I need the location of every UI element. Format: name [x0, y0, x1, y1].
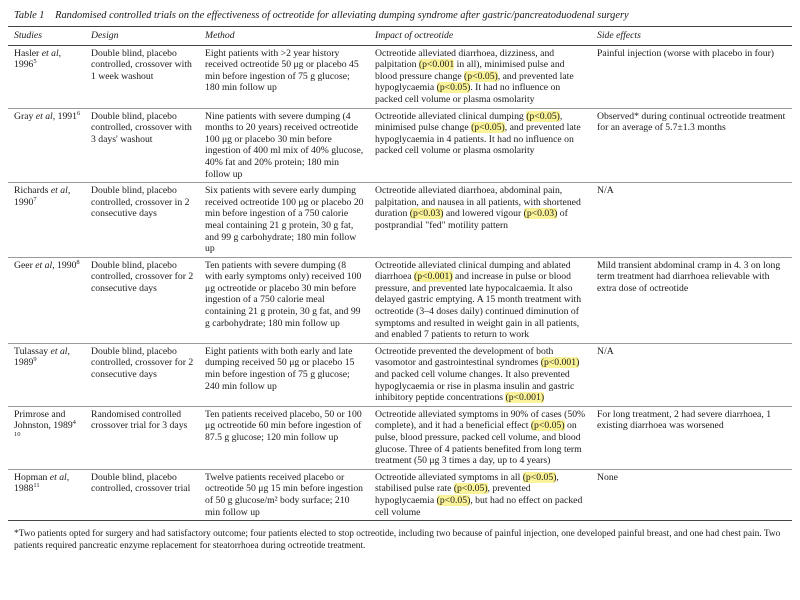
- cell-impact: [369, 45, 591, 108]
- cell-method: Twelve patients received placebo or octreotide 50 μg 15 min before ingestion of 50 g glucose/m² body surface; 210 min follow up: [199, 469, 369, 520]
- p-value-highlight: (p<0.001: [418, 59, 455, 71]
- header-side-effects: Side effects: [591, 27, 792, 45]
- cell-impact: [369, 406, 591, 469]
- impact-text: in all), minimised pulse and blood pressure change: [375, 59, 565, 82]
- cell-design: Double blind, placebo controlled, crossover with 3 days' washout: [85, 108, 199, 183]
- header-studies: Studies: [8, 27, 85, 45]
- table-row: [8, 469, 792, 520]
- study-etal: et al: [35, 110, 53, 122]
- impact-text: , prevented hypoglycaemia: [375, 483, 531, 506]
- impact-text: , minimised pulse change: [375, 110, 563, 134]
- study-etal: et al: [50, 185, 68, 197]
- header-impact: Impact of octreotide: [369, 27, 591, 45]
- cell-design: Randomised controlled crossover trial for 3 days: [85, 406, 199, 469]
- table-row: [8, 406, 792, 469]
- study-year: 1989: [50, 420, 73, 432]
- cell-impact: [369, 108, 591, 183]
- cell-impact: [369, 343, 591, 406]
- cell-impact: [369, 183, 591, 258]
- p-value-highlight: (p<0.05): [464, 70, 498, 82]
- study-author: Geer: [14, 259, 33, 271]
- cell-study: [8, 183, 85, 258]
- table-row: [8, 257, 792, 343]
- cell-method: Ten patients with severe dumping (8 with early symptoms only) received 100 μg octreotide or placebo 30 min before ingestion of a 750 calorie meal containing 21 g protein, 30 g fat, and 99 g carbohydrate; 180 min follow up: [199, 257, 369, 343]
- header-row: [8, 27, 792, 45]
- impact-text: , and prevented late hypoglycaemia: [375, 70, 574, 94]
- cell-method: Eight patients with >2 year history received octreotide 50 μg or placebo 45 min before ingestion of 75 g glucose; 180 min follow up: [199, 45, 369, 108]
- table-label: Table 1: [14, 10, 45, 21]
- study-author: Gray: [14, 110, 34, 122]
- impact-text: Octreotide alleviated clinical dumping and ablated diarrhoea: [375, 259, 571, 283]
- study-author: Richards: [14, 185, 49, 197]
- cell-method: Nine patients with severe dumping (4 months to 20 years) received octreotide 100 μg or placebo 30 min before ingestion of 400 ml mix of 40% glucose, 40% fat and 20% protein; 180 min follow up: [199, 108, 369, 183]
- p-value-highlight: (p<0.05): [436, 494, 471, 506]
- table-title: Randomised controlled trials on the effectiveness of octreotide for alleviating dumping syndrome after gastric/pancreatoduodenal surgery: [55, 10, 629, 21]
- study-author: Hasler: [14, 47, 40, 59]
- table-row: [8, 108, 792, 183]
- study-author: Hopman: [14, 471, 48, 483]
- p-value-highlight: (p<0.05): [522, 471, 557, 483]
- study-etal: et al: [50, 345, 68, 357]
- study-etal: et al: [49, 471, 67, 483]
- trials-table: [8, 27, 792, 521]
- cell-study: [8, 45, 85, 108]
- p-value-highlight: (p<0.03): [523, 208, 558, 220]
- p-value-highlight: (p<0.001): [505, 392, 545, 404]
- cell-design: Double blind, placebo controlled, crossover in 2 consecutive days: [85, 183, 199, 258]
- study-etal: et al: [41, 47, 59, 59]
- impact-text: . It had no influence on packed cell volume or plasma osmolarity: [375, 82, 561, 105]
- impact-text: of postprandial "fed" motility pattern: [375, 208, 568, 231]
- cell-study: [8, 257, 85, 343]
- impact-text: and lowered vigour: [443, 208, 524, 220]
- study-reference: 7: [33, 195, 37, 203]
- cell-side-effects: None: [591, 469, 792, 520]
- p-value-highlight: (p<0.001): [540, 357, 580, 369]
- cell-design: Double blind, placebo controlled, crossover for 2 consecutive days: [85, 257, 199, 343]
- p-value-highlight: (p<0.05): [453, 483, 488, 495]
- table-row: [8, 183, 792, 258]
- table-row: [8, 45, 792, 108]
- cell-design: Double blind, placebo controlled, crossover for 2 consecutive days: [85, 343, 199, 406]
- p-value-highlight: (p<0.05): [471, 122, 505, 134]
- study-reference: 5: [33, 57, 37, 65]
- cell-study: [8, 469, 85, 520]
- study-year: , 1990: [14, 185, 71, 208]
- impact-text: , stabilised pulse rate: [375, 471, 559, 495]
- impact-text: Octreotide alleviated symptoms in 90% of cases (50% complete), and it had a beneficial effect: [375, 408, 586, 432]
- cell-side-effects: For long treatment, 2 had severe diarrhoea, 1 existing diarrhoea was worsened: [591, 406, 792, 469]
- p-value-highlight: (p<0.05): [530, 420, 565, 432]
- study-reference: 11: [33, 482, 40, 490]
- cell-side-effects: Observed* during continual octreotide treatment for an average of 5.7±1.3 months: [591, 108, 792, 183]
- table-row: [8, 343, 792, 406]
- cell-impact: [369, 469, 591, 520]
- cell-method: Six patients with severe early dumping received octreotide 100 μg or placebo 20 min before ingestion of a 750 calorie meal containing 21 g protein, 30 g fat, and 99 g carbohydrate; 180 min follow up: [199, 183, 369, 258]
- cell-method: Eight patients with both early and late dumping received 50 μg or placebo 15 min before ingestion of 75 g glucose; 240 min follow up: [199, 343, 369, 406]
- impact-text: Octreotide alleviated diarrhoea, abdominal pain, palpitation, and nausea in all patients, with shortened duration: [375, 185, 581, 220]
- impact-text: , and prevented late hypoglycaemia in 4 patients. It had no influence on packed cell volume or plasma osmolarity: [375, 122, 581, 157]
- impact-text: , but had no effect on packed cell volume: [375, 494, 583, 518]
- study-year: , 1996: [14, 47, 62, 71]
- p-value-highlight: (p<0.05): [436, 82, 471, 94]
- cell-method: Ten patients received placebo, 50 or 100 μg octreotide 60 min before ingestion of 87.5 g glucose; 120 min follow up: [199, 406, 369, 469]
- study-year: , 1991: [52, 110, 77, 122]
- study-reference: 9: [33, 356, 37, 364]
- study-reference: 6: [76, 109, 81, 117]
- study-author: Tulassay: [14, 345, 49, 357]
- cell-side-effects: N/A: [591, 183, 792, 258]
- study-reference: 4 10: [14, 419, 76, 438]
- p-value-highlight: (p<0.03): [409, 208, 444, 220]
- header-design: Design: [85, 27, 199, 45]
- p-value-highlight: (p<0.001): [414, 271, 453, 283]
- cell-impact: [369, 257, 591, 343]
- table-body: [8, 45, 792, 521]
- study-reference: 8: [76, 258, 80, 266]
- cell-study: [8, 406, 85, 469]
- cell-study: [8, 343, 85, 406]
- study-year: , 1990: [52, 259, 77, 271]
- table-caption: [14, 10, 792, 22]
- cell-design: Double blind, placebo controlled, crossover with 1 week washout: [85, 45, 199, 108]
- cell-design: Double blind, placebo controlled, crossover trial: [85, 469, 199, 520]
- impact-text: and packed cell volume changes. It also prevented hypoglycaemia or rise in plasma insulin and gastric inhibitory peptide concentrations: [375, 369, 575, 404]
- table-footnote: *Two patients opted for surgery and had satisfactory outcome; four patients elected to stop octreotide, including two because of painful injection, one developed painful breast, and one had chest pain. Two patients required pancreatic enzyme replacement for steatorrhoea during octreotide treatment.: [14, 529, 781, 551]
- study-etal: et al: [35, 259, 53, 271]
- cell-side-effects: Painful injection (worse with placebo in four): [591, 45, 792, 108]
- impact-text: on pulse, blood pressure, packed cell volume, and blood glucose. Three of 4 patients benefited from long term treatment (50 μg 3 times a day, up to 4 years): [375, 420, 582, 467]
- study-author: Primrose and Johnston,: [14, 408, 66, 432]
- cell-study: [8, 108, 85, 183]
- cell-side-effects: N/A: [591, 343, 792, 406]
- impact-text: Octreotide prevented the development of both vasomotor and gastrointestinal syndromes: [375, 345, 554, 369]
- impact-text: Octreotide alleviated clinical dumping: [375, 110, 527, 122]
- impact-text: Octreotide alleviated symptoms in all: [375, 471, 523, 483]
- p-value-highlight: (p<0.05): [526, 110, 560, 122]
- study-year: , 1988: [14, 471, 70, 495]
- impact-text: Octreotide alleviated diarrhoea, dizziness, and palpitation: [375, 47, 555, 71]
- header-method: Method: [199, 27, 369, 45]
- impact-text: and increase in pulse or blood pressure, and prevented late hypocalcaemia. It also delayed gastric emptying. A 15 month treatment with octreotide (3–4 doses daily) continued diminution of symptoms and resulted in weight gain in all patients, and enabled 7 patients to return to work: [375, 271, 582, 341]
- cell-side-effects: Mild transient abdominal cramp in 4. 3 on long term treatment had diarrhoea relievable with extra dose of octreotide: [591, 257, 792, 343]
- study-year: , 1989: [14, 345, 70, 369]
